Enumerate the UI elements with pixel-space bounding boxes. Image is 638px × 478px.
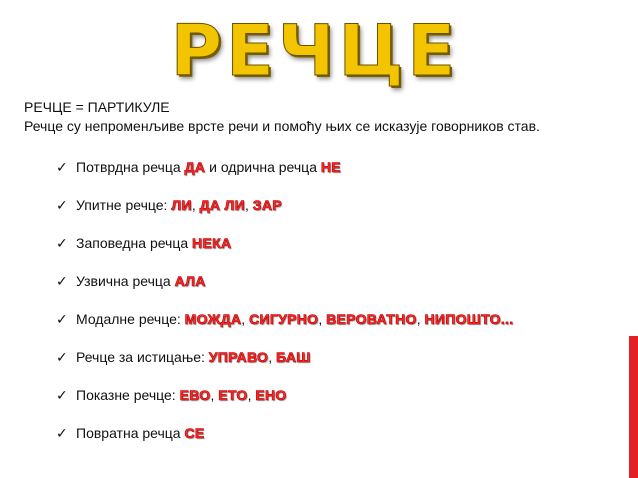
particle-highlight: АЛА — [174, 273, 206, 289]
list-item-text: , — [268, 349, 277, 365]
checkmark-icon: ✓ — [56, 272, 68, 289]
checkmark-icon: ✓ — [56, 424, 68, 441]
particle-highlight: НЕКА — [192, 235, 232, 251]
list-item — [56, 300, 513, 338]
list-item-text: , — [318, 311, 327, 327]
intro-line-1: РЕЧЦЕ = ПАРТИКУЛЕ — [24, 99, 170, 115]
particle-highlight: ЗАР — [252, 197, 282, 213]
list-item-text: и одрична речца — [205, 159, 321, 175]
checkmark-icon: ✓ — [56, 196, 68, 213]
particle-highlight: ЕНО — [255, 387, 287, 403]
list-item — [56, 376, 513, 414]
list-item-text: Модалне речце: — [76, 311, 185, 327]
intro-text — [24, 98, 630, 136]
particle-list — [56, 148, 513, 452]
particle-highlight: БАШ — [276, 349, 311, 365]
slide-title-text: РЕЧЦЕ — [170, 10, 460, 92]
checkmark-icon: ✓ — [56, 386, 68, 403]
intro-line-2: Речце су непроменљиве врсте речи и помоћу њих се исказује говорников став. — [24, 118, 540, 134]
list-item-text: , — [210, 387, 219, 403]
list-item-text: Речце за истицање: — [76, 349, 209, 365]
list-item-text: Потврдна речца — [76, 159, 185, 175]
list-item-text: , — [244, 197, 253, 213]
particle-highlight: ЕВО — [179, 387, 211, 403]
list-item — [56, 148, 513, 186]
slide-title — [165, 8, 465, 94]
list-item — [56, 338, 513, 376]
particle-highlight: СЕ — [184, 425, 205, 441]
list-item-text: , — [191, 197, 200, 213]
list-item-text: Повратна речца — [76, 425, 185, 441]
list-item-text: Заповедна речца — [76, 235, 193, 251]
particle-highlight: ДА — [184, 159, 206, 175]
particle-highlight: ВЕРОВАТНО — [326, 311, 417, 327]
checkmark-icon: ✓ — [56, 158, 68, 175]
list-item-text: Показне речце: — [76, 387, 180, 403]
list-item-text: Узвична речца — [76, 273, 175, 289]
list-item-text: , — [241, 311, 250, 327]
particle-highlight: УПРАВО — [208, 349, 269, 365]
list-item — [56, 414, 513, 452]
particle-highlight: ЕТО — [218, 387, 248, 403]
particle-highlight: СИГУРНО — [249, 311, 319, 327]
accent-bar — [629, 336, 638, 478]
particle-highlight: НЕ — [320, 159, 341, 175]
list-item — [56, 262, 513, 300]
checkmark-icon: ✓ — [56, 348, 68, 365]
list-item-text: , — [416, 311, 425, 327]
list-item — [56, 186, 513, 224]
list-item-text: , — [247, 387, 256, 403]
particle-highlight: ДА ЛИ — [199, 197, 245, 213]
list-item — [56, 224, 513, 262]
list-item-text: Упитне речце: — [76, 197, 172, 213]
checkmark-icon: ✓ — [56, 310, 68, 327]
particle-highlight: ЛИ — [171, 197, 192, 213]
particle-highlight: МОЖДА — [184, 311, 242, 327]
particle-highlight: НИПОШТО... — [424, 311, 514, 327]
checkmark-icon: ✓ — [56, 234, 68, 251]
